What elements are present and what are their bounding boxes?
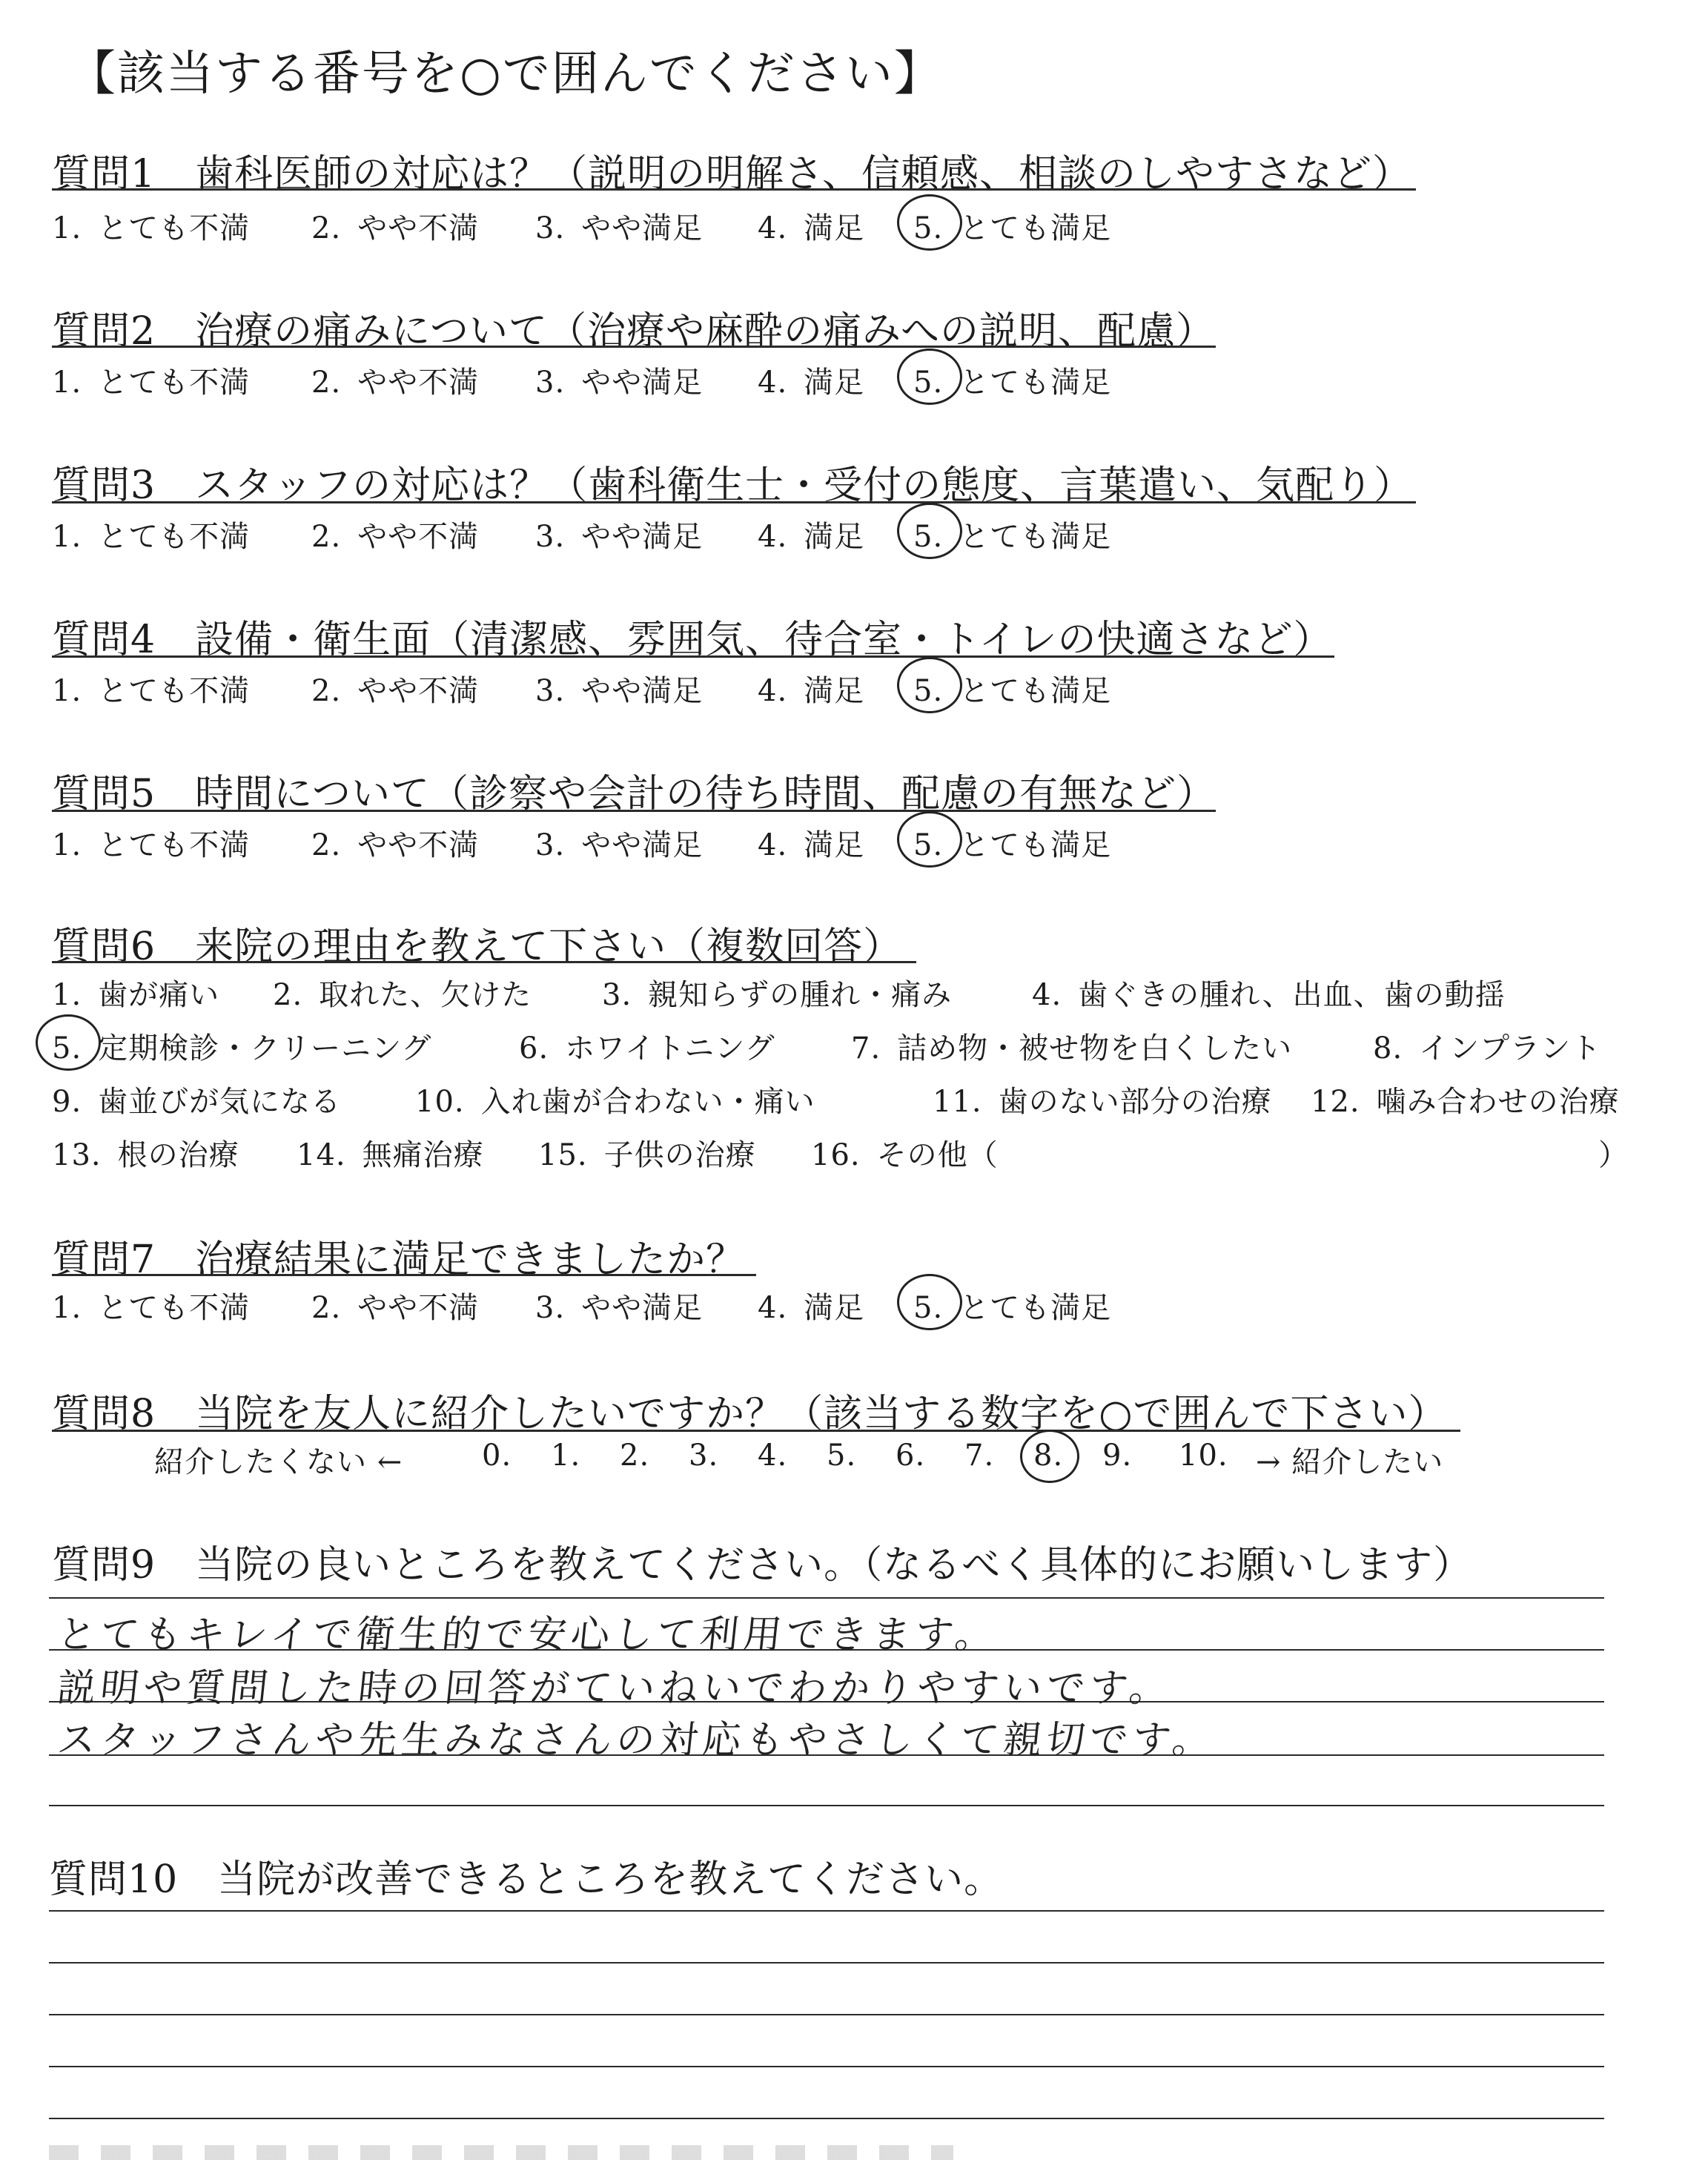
q3-option-1[interactable] [52, 513, 250, 555]
writing-line [49, 1805, 1604, 1806]
q7-option-4[interactable] [758, 1284, 864, 1327]
q3-option-2[interactable] [311, 513, 479, 555]
option-number: 4. [758, 520, 788, 554]
option-number: 3. [535, 828, 566, 862]
option-number: 1. [52, 1291, 82, 1325]
option-number: 1. [52, 211, 82, 245]
option-number: 5. [913, 1291, 944, 1325]
writing-line [49, 1962, 1604, 1964]
option-number: 5. [913, 366, 944, 400]
option-text: とても満足 [959, 828, 1112, 862]
question-7-underline [52, 1274, 756, 1276]
option-number: 6. [519, 1031, 549, 1066]
option-text: 満足 [804, 366, 865, 400]
q6-option-14[interactable] [297, 1132, 484, 1174]
option-number: 3. [535, 674, 566, 708]
scale-value-6[interactable]: 6. [896, 1439, 926, 1473]
q9-answer-line-2: 説明や質問した時の回答がていねいでわかりやすいです。 [55, 1666, 1175, 1711]
q6-option-11[interactable] [933, 1078, 1272, 1120]
option-text: やや不満 [357, 366, 480, 400]
q9-answer-line-1: とてもキレイで衛生的で安心して利用できます。 [55, 1613, 1001, 1657]
option-text: とても満足 [959, 1291, 1112, 1325]
cropped-text-fragment [49, 2145, 953, 2160]
selected-answer-circle [897, 1274, 962, 1330]
option-number: 8. [1373, 1031, 1403, 1066]
option-number: 1. [52, 978, 82, 1012]
q6-option-12[interactable] [1311, 1078, 1620, 1120]
writing-line [49, 2118, 1604, 2119]
q6-option-16[interactable] [811, 1132, 999, 1174]
option-text: やや満足 [581, 674, 704, 708]
q7-option-3[interactable] [535, 1284, 703, 1327]
option-number: 7. [851, 1031, 881, 1066]
question-6-label: 質問6 来院の理由を教えて下さい（複数回答） [52, 925, 903, 969]
option-number: 3. [535, 366, 566, 400]
q1-option-3[interactable] [535, 205, 703, 247]
option-number: 5. [52, 1031, 82, 1066]
scale-value-3[interactable]: 3. [689, 1439, 719, 1473]
option-number: 12. [1311, 1085, 1360, 1119]
question-1-underline [52, 188, 1416, 191]
option-text: 詰め物・被せ物を白くしたい [897, 1031, 1293, 1066]
option-number: 4. [758, 674, 788, 708]
option-number: 1. [52, 674, 82, 708]
scale-value-2[interactable]: 2. [620, 1439, 650, 1473]
q6-option-6[interactable] [519, 1025, 775, 1067]
option-text: とても不満 [98, 520, 251, 554]
option-text: 満足 [804, 828, 865, 862]
question-9-label: 質問9 当院の良いところを教えてください。（なるべく具体的にお願いします） [52, 1543, 1473, 1588]
question-7-label: 質問7 治療結果に満足できましたか？ [52, 1238, 746, 1282]
q4-option-3[interactable] [535, 667, 703, 710]
scale-value-8[interactable]: 8. [1033, 1439, 1064, 1473]
option-number: 2. [311, 1291, 342, 1325]
question-8-underline [52, 1430, 1460, 1432]
q2-option-4[interactable] [758, 359, 864, 401]
option-text: 親知らずの腫れ・痛み [648, 978, 953, 1012]
option-number: 2. [311, 211, 342, 245]
option-text: 歯が痛い [98, 978, 220, 1012]
option-text: やや満足 [581, 366, 704, 400]
page-title: 【該当する番号を○で囲んでください】 [68, 47, 943, 102]
option-number: 5. [913, 211, 944, 245]
option-text: やや不満 [357, 828, 480, 862]
option-text: とても不満 [98, 1291, 251, 1325]
option-number: 1. [52, 366, 82, 400]
option-text: 取れた、欠けた [319, 978, 532, 1012]
q3-option-3[interactable] [535, 513, 703, 555]
option-text: その他（ [876, 1138, 999, 1172]
q6-option-10[interactable] [415, 1078, 815, 1120]
option-number: 2. [311, 520, 342, 554]
option-text: 歯のない部分の治療 [998, 1085, 1272, 1119]
q7-option-2[interactable] [311, 1284, 479, 1327]
scale-value-10[interactable]: 10. [1179, 1439, 1228, 1473]
q4-option-4[interactable] [758, 667, 864, 710]
option-number: 1. [52, 828, 82, 862]
question-10-label: 質問10 当院が改善できるところを教えてください。 [49, 1857, 1004, 1902]
question-6-underline [52, 961, 916, 963]
q6-option-3[interactable] [602, 971, 952, 1014]
writing-line [49, 1910, 1604, 1912]
q5-option-3[interactable] [535, 822, 703, 864]
q5-option-4[interactable] [758, 822, 864, 864]
option-text: 噛み合わせの治療 [1376, 1085, 1620, 1119]
option-text: やや満足 [581, 828, 704, 862]
option-text: とても不満 [98, 674, 251, 708]
option-number: 4. [758, 211, 788, 245]
selected-answer-circle [897, 349, 962, 405]
question-3-underline [52, 501, 1416, 503]
option-number: 14. [297, 1138, 346, 1172]
selected-answer-circle [897, 811, 962, 868]
option-text: とても不満 [98, 366, 251, 400]
scale-value-1[interactable]: 1. [551, 1439, 581, 1473]
question-2-label: 質問2 治療の痛みについて（治療や麻酔の痛みへの説明、配慮） [52, 309, 1216, 354]
scale-value-0[interactable]: 0. [482, 1439, 512, 1473]
option-text: とても満足 [959, 520, 1112, 554]
q2-option-1[interactable] [52, 359, 250, 401]
option-text: 満足 [804, 674, 865, 708]
option-text: やや満足 [581, 520, 704, 554]
q3-option-4[interactable] [758, 513, 864, 555]
question-3-label: 質問3 スタッフの対応は？（歯科衛生士・受付の態度、言葉遣い、気配り） [52, 463, 1414, 508]
option-number: 5. [913, 828, 944, 862]
option-number: 9. [52, 1085, 82, 1119]
question-4-underline [52, 655, 1334, 658]
option-number: 11. [933, 1085, 982, 1119]
scale-value-4[interactable]: 4. [758, 1439, 788, 1473]
selected-answer-circle [1020, 1430, 1079, 1483]
q1-option-1[interactable] [52, 205, 250, 247]
selected-answer-circle [897, 657, 962, 713]
question-1-label: 質問1 歯科医師の対応は？（説明の明解さ、信頼感、相談のしやすさなど） [52, 152, 1412, 196]
scale-value-5[interactable]: 5. [827, 1439, 857, 1473]
option-text: 入れ歯が合わない・痛い [480, 1085, 815, 1119]
q6-option-5[interactable] [52, 1025, 431, 1067]
option-number: 3. [535, 1291, 566, 1325]
q4-option-2[interactable] [311, 667, 479, 710]
option-text: 満足 [804, 211, 865, 245]
option-number: 5. [913, 674, 944, 708]
q6-option-15[interactable] [538, 1132, 756, 1174]
option-text: 無痛治療 [362, 1138, 484, 1172]
scale-value-9[interactable]: 9. [1102, 1439, 1133, 1473]
option-number: 10. [415, 1085, 465, 1119]
option-text: 子供の治療 [603, 1138, 756, 1172]
option-number: 2. [311, 674, 342, 708]
q7-option-1[interactable] [52, 1284, 250, 1327]
q2-option-3[interactable] [535, 359, 703, 401]
option-number: 4. [758, 366, 788, 400]
option-text: 歯ぐきの腫れ、出血、歯の動揺 [1078, 978, 1506, 1012]
option-text: やや不満 [357, 520, 480, 554]
option-text: とても不満 [98, 211, 251, 245]
option-number: 4. [758, 1291, 788, 1325]
other-close-paren: ） [1598, 1138, 1629, 1172]
selected-answer-circle [36, 1014, 101, 1071]
option-number: 4. [758, 828, 788, 862]
question-5-underline [52, 810, 1216, 812]
option-number: 16. [811, 1138, 861, 1172]
option-number: 3. [535, 211, 566, 245]
option-text: とても満足 [959, 211, 1112, 245]
option-number: 3. [535, 520, 566, 554]
q2-option-2[interactable] [311, 359, 479, 401]
option-number: 3. [602, 978, 632, 1012]
question-8-label: 質問8 当院を友人に紹介したいですか？（該当する数字を○で囲んで下さい） [52, 1392, 1448, 1436]
q1-option-2[interactable] [311, 205, 479, 247]
question-5-label: 質問5 時間について（診察や会計の待ち時間、配慮の有無など） [52, 772, 1217, 816]
q6-option-4[interactable] [1032, 971, 1506, 1014]
option-text: 歯並びが気になる [98, 1085, 342, 1119]
q6-option-9[interactable] [52, 1078, 341, 1120]
writing-line [49, 1597, 1604, 1599]
q6-option-8[interactable] [1373, 1025, 1601, 1067]
option-text: 根の治療 [117, 1138, 239, 1172]
scale-right-label: → 紹介したい [1256, 1445, 1444, 1479]
option-text: 満足 [804, 1291, 865, 1325]
option-number: 2. [311, 366, 342, 400]
option-text: やや満足 [581, 1291, 704, 1325]
option-text: やや不満 [357, 1291, 480, 1325]
option-text: やや不満 [357, 211, 480, 245]
option-number: 13. [52, 1138, 102, 1172]
q1-option-4[interactable] [758, 205, 864, 247]
q6-option-1[interactable] [52, 971, 219, 1014]
option-number: 15. [538, 1138, 588, 1172]
option-number: 5. [913, 520, 944, 554]
option-text: やや満足 [581, 211, 704, 245]
selected-answer-circle [897, 503, 962, 559]
writing-line [49, 2014, 1604, 2015]
question-4-label: 質問4 設備・衛生面（清潔感、雰囲気、待合室・トイレの快適さなど） [52, 618, 1333, 662]
option-text: とても満足 [959, 674, 1112, 708]
q9-answer-line-3: スタッフさんや先生みなさんの対応もやさしくて親切です。 [55, 1718, 1218, 1763]
q5-option-2[interactable] [311, 822, 479, 864]
option-number: 2. [273, 978, 303, 1012]
q6-option-13[interactable] [52, 1132, 239, 1174]
option-text: 満足 [804, 520, 865, 554]
option-text: とても満足 [959, 366, 1112, 400]
option-number: 2. [311, 828, 342, 862]
option-number: 1. [52, 520, 82, 554]
option-number: 4. [1032, 978, 1062, 1012]
option-text: ホワイトニング [565, 1031, 775, 1066]
scale-value-7[interactable]: 7. [964, 1439, 995, 1473]
selected-answer-circle [897, 194, 962, 251]
option-text: やや不満 [357, 674, 480, 708]
q6-option-2[interactable] [273, 971, 532, 1014]
option-text: 定期検診・クリーニング [98, 1031, 432, 1066]
option-text: とても不満 [98, 828, 251, 862]
q4-option-1[interactable] [52, 667, 250, 710]
q5-option-1[interactable] [52, 822, 250, 864]
scale-left-label: 紹介したくない ← [154, 1445, 403, 1479]
option-text: インプラント [1419, 1031, 1602, 1066]
writing-line [49, 2066, 1604, 2067]
question-2-underline [52, 346, 1216, 348]
q6-option-7[interactable] [851, 1025, 1292, 1067]
